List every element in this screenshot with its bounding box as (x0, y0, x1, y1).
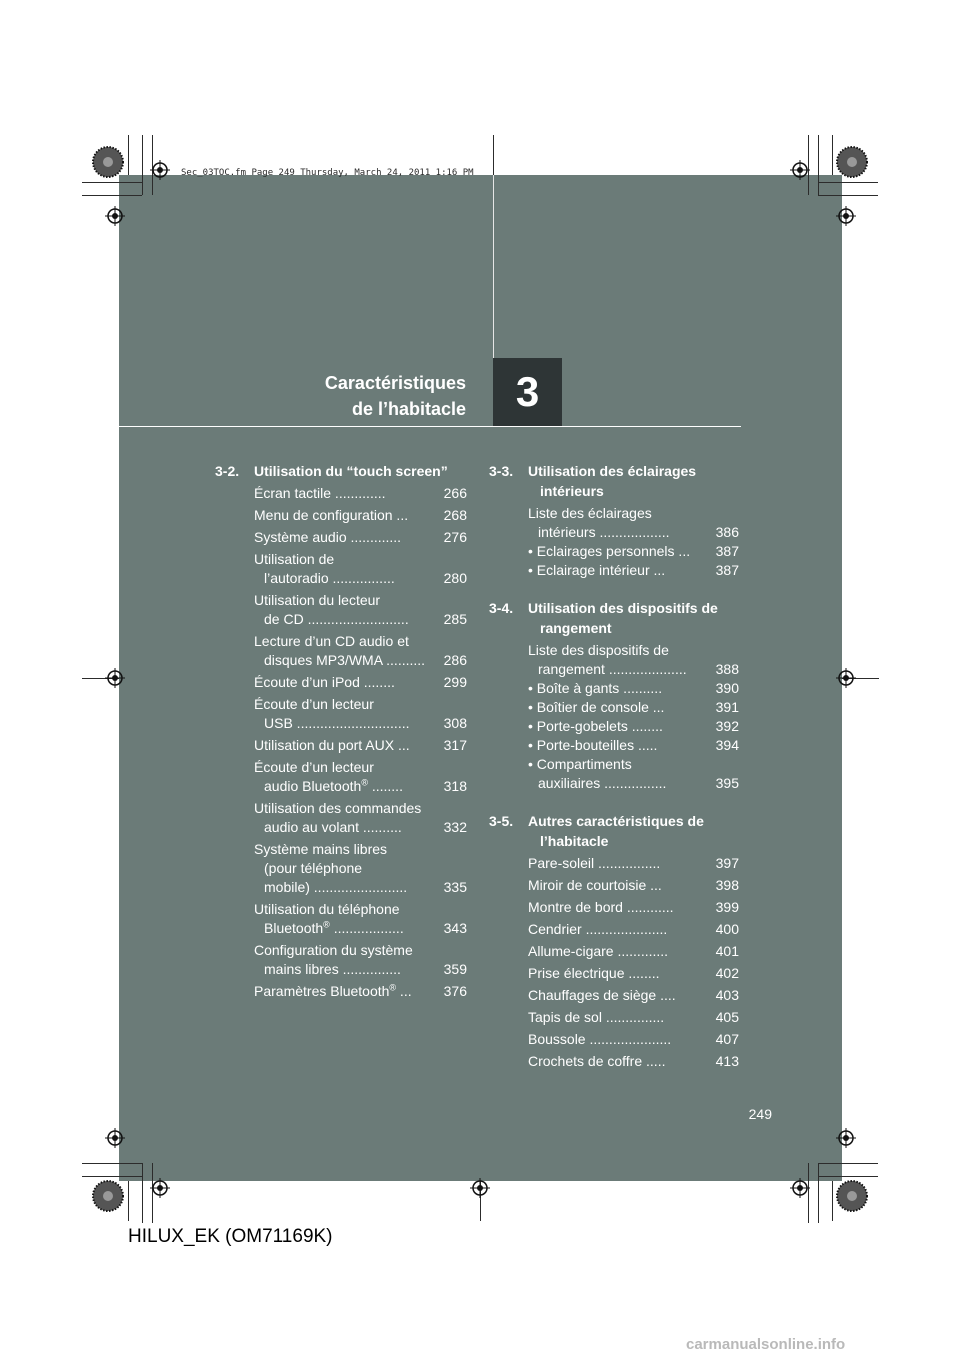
dot-leader: ........ (367, 778, 403, 794)
toc-entry[interactable] (254, 484, 467, 503)
toc-entry-text (528, 755, 709, 774)
registered-mark: ® (323, 919, 330, 930)
toc-entry-page: 387 (715, 562, 739, 578)
toc-entry-label: Allume-cigare (528, 943, 614, 959)
toc-entry-label: Liste des éclairages (528, 505, 652, 521)
toc-entry-text (254, 673, 437, 692)
toc-entry-label-cont: rangement (538, 661, 605, 677)
toc-entry-continuation (528, 774, 709, 793)
registration-target-icon (150, 160, 170, 180)
toc-entry-label: • Boîtier de console (528, 699, 649, 715)
dot-leader: ..... (642, 1053, 666, 1069)
section-title-line2: de l’habitacle (351, 399, 466, 419)
toc-entry-page: 397 (715, 855, 739, 871)
toc-entry-text (528, 986, 709, 1005)
toc-entry-label: Lecture d’un CD audio et (254, 633, 409, 649)
toc-entry-text (254, 758, 437, 777)
section-title-line1: Caractéristiques (324, 373, 466, 393)
registered-mark: ® (361, 777, 368, 788)
toc-entry[interactable] (254, 632, 467, 670)
toc-entry-continuation: (pour téléphone (264, 860, 363, 876)
toc-entry-text (254, 736, 437, 755)
toc-entry-label: • Porte-gobelets (528, 718, 628, 734)
dot-leader: ............. (613, 943, 669, 959)
dot-leader: ............... (338, 961, 401, 977)
toc-entry[interactable] (528, 854, 739, 873)
dot-leader: .......... (619, 680, 663, 696)
toc-entry-label: • Boîte à gants (528, 680, 620, 696)
toc-section-heading (489, 598, 739, 638)
toc-entry[interactable] (528, 942, 739, 961)
toc-entry-page: 387 (715, 543, 739, 559)
toc-entry[interactable] (528, 986, 739, 1005)
header-rule (119, 426, 741, 427)
section-number-tab[interactable]: 3 (493, 358, 562, 426)
toc-entry-text (254, 484, 437, 503)
toc-entry-text (254, 591, 437, 610)
dot-leader: .......................... (303, 611, 409, 627)
section-gap (489, 793, 739, 811)
toc-entry-label: Menu de configuration (254, 507, 393, 523)
toc-entry[interactable] (528, 876, 739, 895)
toc-entry[interactable] (254, 506, 467, 525)
toc-entry-list (254, 484, 467, 1001)
page-number: 249 (748, 1106, 772, 1122)
toc-entry-text (528, 641, 709, 660)
dot-leader: ........................ (309, 879, 408, 895)
toc-right-column (489, 461, 739, 1071)
toc-entry-text (528, 1030, 709, 1049)
toc-entry-text (528, 698, 709, 717)
toc-entry-page: 318 (443, 778, 467, 794)
toc-entry-continuation (254, 569, 437, 588)
toc-entry-page: 401 (715, 943, 739, 959)
registration-target-icon (836, 1128, 856, 1148)
toc-entry-page: 407 (715, 1031, 739, 1047)
toc-entry[interactable] (528, 679, 739, 698)
toc-entry-page: 413 (715, 1053, 739, 1069)
toc-entry-text (528, 504, 709, 523)
dot-leader: ..... (634, 737, 658, 753)
toc-entry[interactable] (528, 1008, 739, 1027)
toc-entry-page: 386 (715, 524, 739, 540)
toc-entry-label-cont: USB (264, 715, 293, 731)
section-title (166, 370, 466, 422)
dot-leader: .......... (382, 652, 426, 668)
toc-entry-text (528, 942, 709, 961)
toc-entry[interactable] (254, 591, 467, 629)
toc-entry[interactable] (254, 528, 467, 547)
toc-entry-list (528, 641, 739, 793)
dot-leader: ... (649, 562, 666, 578)
toc-entry-label: Écoute d’un lecteur (254, 759, 374, 775)
registered-mark: ® (389, 982, 397, 993)
toc-entry-label: Écoute d’un lecteur (254, 696, 374, 712)
toc-entry-label: Crochets de coffre (528, 1053, 643, 1069)
toc-entry-page: 391 (715, 699, 739, 715)
toc-entry-page: 276 (443, 529, 467, 545)
dot-leader: ........ (624, 965, 660, 981)
color-dial-icon (836, 1180, 868, 1212)
toc-entry-text (254, 695, 437, 714)
watermark: carmanualsonline.info (686, 1336, 846, 1353)
toc-entry-text (528, 1052, 709, 1071)
toc-entry-page: 343 (443, 920, 467, 936)
toc-entry-label-cont: l’autoradio (264, 570, 329, 586)
registration-target-icon (105, 668, 125, 688)
toc-entry-label: Écran tactile (254, 485, 332, 501)
toc-entry-label: Tapis de sol (528, 1009, 602, 1025)
toc-entry-text (254, 632, 437, 651)
toc-entry-label-cont: de CD (264, 611, 304, 627)
toc-entry[interactable] (254, 550, 467, 588)
toc-entry-label-cont: intérieurs (538, 524, 596, 540)
toc-entry[interactable] (254, 799, 467, 837)
toc-entry-label: Écoute d’un iPod (254, 674, 360, 690)
toc-entry-page: 266 (443, 485, 467, 501)
toc-entry-label: Système audio (254, 529, 347, 545)
toc-entry-label: Liste des dispositifs de (528, 642, 669, 658)
color-dial-icon (92, 1180, 124, 1212)
toc-entry-label: Configuration du système (254, 942, 413, 958)
toc-entry-page: 268 (443, 507, 467, 523)
registration-target-icon (790, 160, 810, 180)
registration-target-icon (105, 206, 125, 226)
toc-entry-label: Paramètres Bluetooth (254, 983, 390, 999)
toc-entry-label: Système mains libres (254, 841, 388, 857)
toc-entry[interactable] (528, 898, 739, 917)
toc-entry-page: 394 (715, 737, 739, 753)
toc-entry-text (254, 900, 437, 919)
toc-section-number: 3-4. (489, 600, 514, 616)
toc-entry-label: • Compartiments (528, 756, 632, 772)
toc-entry-label: Chauffages de siège (528, 987, 657, 1003)
toc-entry[interactable] (528, 1052, 739, 1071)
toc-entry-list (528, 504, 739, 580)
dot-leader: ... (392, 507, 409, 523)
dot-leader: ... (394, 737, 410, 753)
toc-entry[interactable] (254, 982, 467, 1001)
toc-entry-label: Montre de bord (528, 899, 623, 915)
dot-leader: ........ (627, 718, 663, 734)
toc-entry-label: • Eclairage intérieur (528, 562, 650, 578)
toc-entry-continuation (254, 651, 437, 670)
toc-entry-page: 332 (443, 819, 467, 835)
dot-leader: .................... (604, 661, 687, 677)
toc-entry-label: Utilisation du téléphone (254, 901, 400, 917)
toc-entry-page: 317 (443, 737, 467, 753)
dot-leader: ............. (346, 529, 402, 545)
toc-entry[interactable] (528, 1030, 739, 1049)
toc-entry[interactable] (528, 504, 739, 542)
file-stamp: Sec_03TOC.fm Page 249 Thursday, March 24, 2011 1:16 PM (181, 168, 474, 178)
toc-entry-label-cont: auxiliaires (538, 775, 601, 791)
toc-entry-text (254, 982, 437, 1001)
dot-leader: ... (646, 877, 662, 893)
toc-entry-continuation (254, 960, 437, 979)
toc-section-number: 3-2. (215, 463, 240, 479)
toc-entry[interactable] (254, 695, 467, 733)
toc-entry-label: Utilisation du lecteur (254, 592, 381, 608)
toc-entry-page: 376 (443, 983, 467, 999)
toc-section-heading (215, 461, 467, 481)
toc-entry-continuation (254, 818, 437, 837)
toc-entry-label: Utilisation du port AUX (254, 737, 395, 753)
dot-leader: ............ (622, 899, 674, 915)
toc-entry-label: Boussole (528, 1031, 586, 1047)
toc-entry-text (528, 542, 709, 561)
dot-leader: ..................... (585, 1031, 672, 1047)
toc-entry-label: • Eclairages personnels (528, 543, 675, 559)
toc-entry[interactable] (254, 941, 467, 979)
toc-entry-label-cont: mains libres (264, 961, 339, 977)
toc-entry-text (528, 679, 709, 698)
toc-entry-page: 403 (715, 987, 739, 1003)
toc-entry-label: Utilisation de (254, 551, 335, 567)
toc-entry-label: Miroir de courtoisie (528, 877, 647, 893)
toc-entry-continuation (254, 878, 437, 897)
dot-leader: ........ (359, 674, 395, 690)
model-code: HILUX_EK (OM71169K) (128, 1226, 333, 1247)
toc-entry-page: 400 (715, 921, 739, 937)
toc-entry-label-cont: mobile) (264, 879, 310, 895)
toc-entry-label: Cendrier (528, 921, 582, 937)
toc-entry-text (528, 854, 709, 873)
toc-entry-label-cont: audio au volant (264, 819, 359, 835)
toc-entry-text (528, 717, 709, 736)
toc-entry[interactable] (254, 900, 467, 938)
dot-leader: ... (396, 983, 412, 999)
toc-entry-continuation (254, 714, 437, 733)
toc-entry-list (528, 854, 739, 1071)
toc-section-title: Utilisation des éclairages intérieurs (528, 463, 697, 499)
toc-entry[interactable] (254, 758, 467, 796)
toc-section-title: Autres caractéristiques de l’habitacle (528, 813, 704, 849)
toc-entry-text (528, 736, 709, 755)
toc-entry-page: 395 (715, 775, 739, 791)
dot-leader: ................ (328, 570, 395, 586)
toc-entry[interactable] (528, 542, 739, 561)
toc-entry-page: 390 (715, 680, 739, 696)
color-dial-icon (836, 146, 868, 178)
toc-entry-page: 286 (443, 652, 467, 668)
toc-entry-continuation (528, 660, 709, 679)
toc-entry-label-cont: audio Bluetooth (264, 778, 362, 794)
toc-entry-label-cont: disques MP3/WMA (264, 652, 383, 668)
toc-entry[interactable] (528, 698, 739, 717)
toc-entry-continuation (528, 523, 709, 542)
toc-entry-continuation (254, 777, 437, 796)
toc-entry-text (254, 506, 437, 525)
toc-entry-text (254, 528, 437, 547)
toc-entry-page: 392 (715, 718, 739, 734)
toc-section-heading (489, 461, 739, 501)
toc-entry-page: 388 (715, 661, 739, 677)
registration-target-icon (105, 1128, 125, 1148)
toc-left-column (215, 461, 467, 1001)
toc-entry[interactable] (528, 964, 739, 983)
toc-entry-page: 299 (443, 674, 467, 690)
toc-entry-label: • Porte-bouteilles (528, 737, 635, 753)
toc-section-heading (489, 811, 739, 851)
dot-leader: ............. (331, 485, 386, 501)
toc-entry[interactable] (528, 736, 739, 755)
toc-entry-label-cont: Bluetooth (264, 920, 324, 936)
dot-leader: ... (648, 699, 665, 715)
dot-leader: ............................. (292, 715, 410, 731)
toc-entry-label: Prise électrique (528, 965, 625, 981)
toc-entry-page: 359 (443, 961, 467, 977)
toc-section-title: Utilisation des dispositifs de rangement (528, 600, 718, 636)
toc-entry-text (528, 898, 709, 917)
toc-entry-page: 402 (715, 965, 739, 981)
toc-section-number: 3-5. (489, 813, 514, 829)
registration-target-icon (470, 1178, 490, 1198)
dot-leader: .... (656, 987, 676, 1003)
toc-entry[interactable] (528, 717, 739, 736)
header-divider (493, 175, 494, 358)
color-dial-icon (92, 146, 124, 178)
toc-entry-page: 399 (715, 899, 739, 915)
toc-entry-page: 308 (443, 715, 467, 731)
registration-target-icon (150, 1178, 170, 1198)
toc-entry[interactable] (254, 840, 467, 897)
toc-entry-page: 405 (715, 1009, 739, 1025)
section-gap (489, 580, 739, 598)
dot-leader: .................. (595, 524, 670, 540)
toc-entry-label: Pare-soleil (528, 855, 595, 871)
toc-section-number: 3-3. (489, 463, 514, 479)
toc-entry[interactable] (528, 641, 739, 679)
toc-entry-page: 335 (443, 879, 467, 895)
toc-entry-text (254, 840, 437, 859)
toc-entry-continuation (254, 610, 437, 629)
dot-leader: ..................... (581, 921, 668, 937)
toc-entry-text (254, 550, 437, 569)
toc-section-title: Utilisation du “touch screen” (254, 463, 448, 479)
dot-leader: ............... (601, 1009, 665, 1025)
toc-entry-continuation (254, 919, 437, 938)
toc-entry-text (528, 964, 709, 983)
toc-entry[interactable] (254, 673, 467, 692)
registration-target-icon (836, 206, 856, 226)
toc-entry-page: 285 (443, 611, 467, 627)
registration-target-icon (836, 668, 856, 688)
dot-leader: .................. (329, 920, 404, 936)
toc-entry-text (528, 561, 709, 580)
dot-leader: ... (674, 543, 691, 559)
toc-entry-text (528, 1008, 709, 1027)
toc-entry-label: Utilisation des commandes (254, 800, 422, 816)
toc-entry-text (528, 876, 709, 895)
toc-entry-text (254, 941, 437, 960)
registration-target-icon (790, 1178, 810, 1198)
toc-entry[interactable] (528, 920, 739, 939)
toc-entry-text (254, 799, 437, 818)
dot-leader: ................ (600, 775, 667, 791)
toc-entry-page: 280 (443, 570, 467, 586)
toc-entry[interactable] (528, 755, 739, 793)
dot-leader: .......... (358, 819, 402, 835)
toc-entry-text (528, 920, 709, 939)
toc-entry[interactable] (254, 736, 467, 755)
toc-entry-page: 398 (715, 877, 739, 893)
dot-leader: ................ (594, 855, 661, 871)
toc-entry[interactable] (528, 561, 739, 580)
